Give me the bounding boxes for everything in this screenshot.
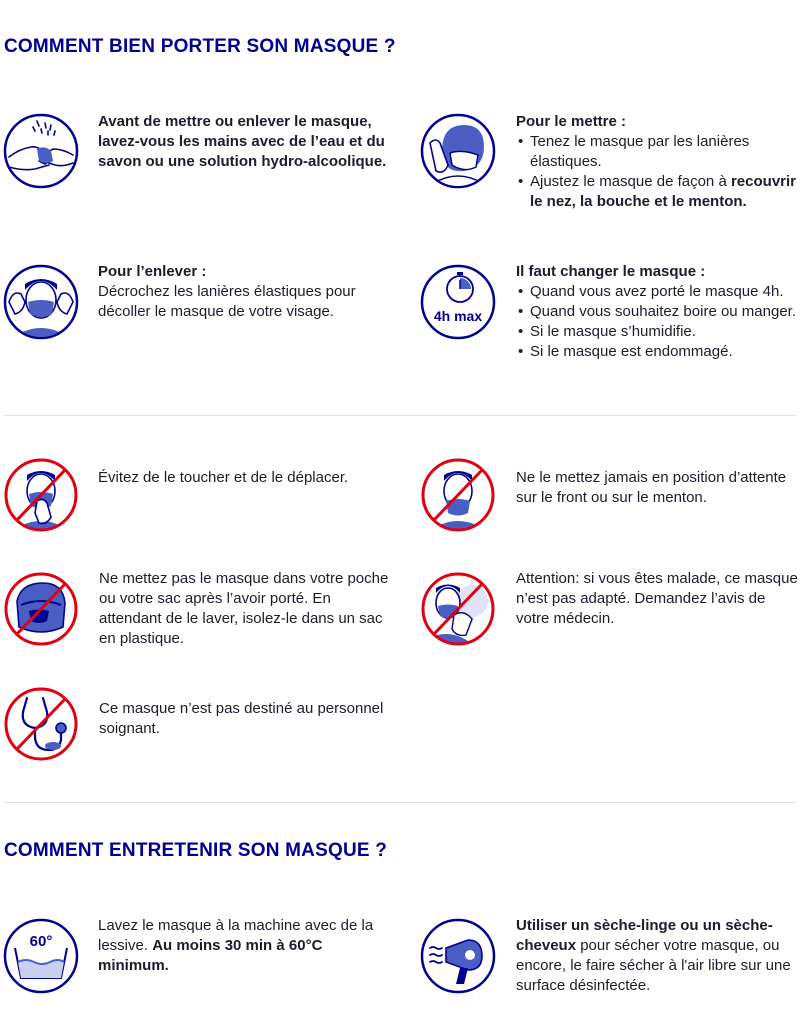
change-item: • Si le masque s’humidifie. [516,322,800,342]
change-block [516,262,800,362]
wash-text-bold: Au moins 30 min à 60°C minimum. [98,937,323,974]
wash-text-normal: Lavez le masque à la machine avec de la lessive. [98,917,374,954]
no-pocket-icon [3,571,79,647]
timer-label: 4h max [433,308,483,324]
dry-text-bold: Utiliser un sèche-linge ou un sèche-cheveux [516,917,773,954]
medical-text: Ce masque n’est pas destiné au personnel soignant. [99,700,384,737]
hand-washing-icon [3,113,79,189]
hair-dryer-icon [420,918,496,994]
put-on-mask-icon [420,113,496,189]
put-on-item [516,172,800,212]
no-chin-position-text: Ne le mettez jamais en position d’attente sur le front ou sur le menton. [516,469,787,506]
section-title-wear: COMMENT BIEN PORTER SON MASQUE ? [4,36,396,57]
divider [4,415,796,416]
no-pocket-text: Ne mettez pas le masque dans votre poche ou votre sac après l’avoir porté. En attendant de le laver, isolez-le dans un sac en plastique. [99,570,389,647]
change-title: Il faut changer le masque : [516,263,706,280]
put-on-block [516,112,800,212]
change-item: • Si le masque est endommagé. [516,342,800,362]
put-on-item: • Tenez le masque par les lanières élastiques. [516,132,800,172]
dry-text-normal: pour sécher votre masque, ou encore, le faire sécher à l'air libre sur une surface désinfectée. [516,937,791,994]
remove-block [98,262,398,322]
timer-4h-icon [420,264,496,340]
no-touch-text: Évitez de le toucher et de le déplacer. [98,469,349,486]
sick-warning-text: Attention: si vous êtes malade, ce masque n’est pas adapté. Demandez l’avis de votre médecin. [516,570,798,627]
no-touch-icon [3,457,79,533]
wash-text [98,916,388,976]
put-on-item2-text: Ajustez le masque de façon à [530,173,731,190]
no-chin-position-icon [420,457,496,533]
remove-mask-icon [3,264,79,340]
section-title-care: COMMENT ENTRETENIR SON MASQUE ? [4,840,388,861]
wash-hands-text: Avant de mettre ou enlever le masque, lavez-vous les mains avec de l’eau et du savon ou une solution hydro-alcoolique. [98,113,387,170]
change-item: • Quand vous souhaitez boire ou manger. [516,302,800,322]
dry-text [516,916,800,996]
remove-title: Pour l’enlever : [98,263,207,280]
stethoscope-icon [3,686,79,762]
divider [4,802,796,803]
remove-text: Décrochez les lanières élastiques pour décoller le masque de votre visage. [98,283,356,320]
wash-temp-label: 60° [29,933,53,950]
sick-warning-icon [420,571,496,647]
put-on-title: Pour le mettre : [516,113,627,130]
wash-60-icon [3,918,79,994]
change-item: • Quand vous avez porté le masque 4h. [516,282,800,302]
put-on-item2-bold: recouvrir le nez, la bouche et le menton. [530,173,797,210]
